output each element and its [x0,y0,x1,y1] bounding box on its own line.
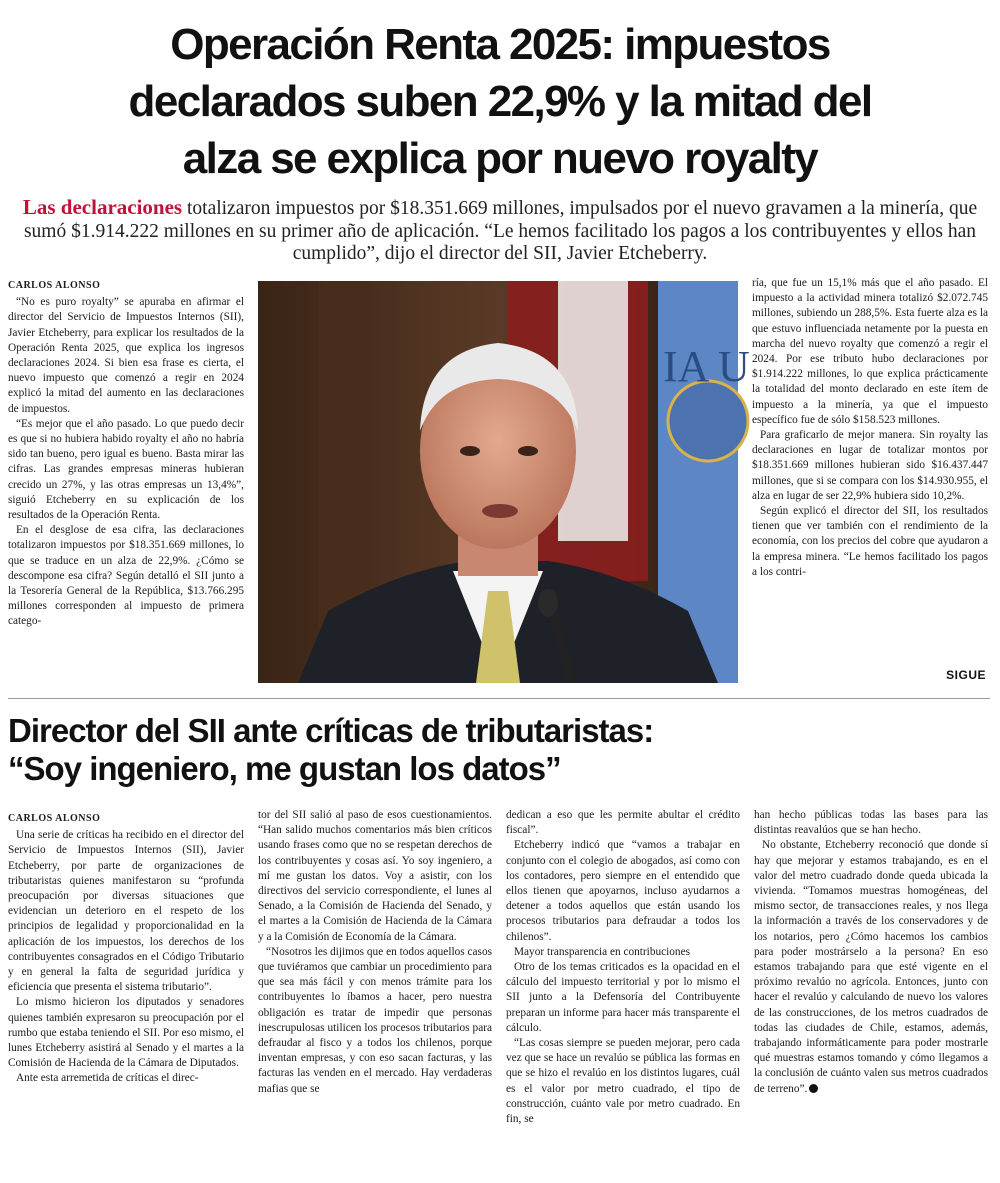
paragraph: “Es mejor que el año pasado. Lo que puedo decir es que si no hubiera habido royalty el año no habría sido tan bueno, pero igual es bueno. Basta mirar las cifras. Las grandes empresas mineras hubieran crecido un 27%, y las otras empresas un 13,4%”, siguió Etcheberry en su explicación de los resultados de la Operación Renta. [8,417,244,522]
paragraph: Otro de los temas criticados es la opacidad en el cálculo del impuesto territorial y por lo mismo el SII junto a la Defensoría del Contribuyente preparan un informe para hacer más transparente el cálculo. [506,961,740,1034]
lead-paragraph [12,196,988,266]
portrait-illustration [258,281,750,683]
section-divider [8,698,990,699]
subheading: Mayor transparencia en contribuciones [514,945,690,958]
director-photo [258,281,750,683]
paragraph: Una serie de críticas ha recibido en el director del Servicio de Impuestos Internos (SII), Javier Etcheberry, por parte de organizaciones de tributaristas quienes manifestaron su “profunda preocupación por diversas situaciones que evidencian un deterioro en el respeto de los principios de legalidad y proporcionalidad en la aplicación de los impuestos, los derechos de los contribuyentes consagrados en el Código Tributario y en general la falta de seguridad jurídica y eficiencia que presenta el sistema tributario”. [8,829,244,994]
headline-line: alza se explica por nuevo royalty [182,134,818,183]
article2-column-1 [8,811,244,1087]
paragraph-text: No obstante, Etcheberry reconoció que donde sí hay que mejorar y estamos trabajando, es en el valor del metro cuadrado donde queda ubicada la vivienda. “Tomamos muestras homogéneas, del mismo sector, de transacciones reales, y nos llega la información a través de los conservadores y de los notarios, pero ¿Cómo hacemos los cambios para poder mostrárselo a la persona? En eso estamos trabajando para que esté vigente en el próximo revalúo no agrícola. Entonces, junto con hacer el revalúo y calculando de nuevo los valores de las construcciones, de los metros cuadrados de todas las ciudades de Chile, estamos, además, trabajando informáticamente para poder mostrarle qué muestras estamos tomando y cómo llegamos a la conclusión de cuánto valen sus metros cuadrados de terreno”. [754,839,988,1095]
paragraph: “No es puro royalty” se apuraba en afirmar el director del Servicio de Impuestos Internos (SII), Javier Etcheberry, para explicar los resultados de la Operación Renta 2025, que explica los ingresos declaraciones 2024. Si bien esa frase es cierta, el nuevo impuesto que comenzó a regir en 2024 explicó la mitad del aumento en las declaraciones de impuestos. [8,296,244,415]
paragraph: han hecho públicas todas las bases para las distintas reavalúos que se han hecho. [754,809,988,837]
paragraph: Lo mismo hicieron los diputados y senadores quienes también expresaron su preocupación por el rumbo que estaba teniendo el SII. Por eso mismo, el lunes Etcheberry asistirá al Senado y el martes a la Comisión de Hacienda de la Cámara de Diputados. [8,996,244,1070]
headline-line: Operación Renta 2025: impuestos [170,20,830,69]
lead-highlight: Las declaraciones [22,195,183,219]
byline: CARLOS ALONSO [8,813,101,824]
banner-lettering: IA U [663,342,750,391]
headline-line: Director del SII ante críticas de tributaristas: [8,712,654,749]
paragraph: tor del SII salió al paso de esos cuestionamientos. “Han salido muchos comentarios más bien críticos usando frases como que no se respetan derechos de los contribuyentes y cosas así. Yo soy ingeniero, a mí me gustan los datos. Voy a asistir, con los directivos del servicio correspondiente, el lunes al Senado, a la Comisión de Hacienda del Senado, y el martes a la Comisión de Hacienda de la Cámara y a la Comisión de Economía de la Cámara. [258,809,492,943]
headline-line: “Soy ingeniero, me gustan los datos” [8,750,561,787]
main-headline [0,16,1000,187]
paragraph: Ante esta arremetida de críticas el direc- [16,1072,199,1085]
paragraph: dedican a eso que les permite abultar el crédito fiscal”. [506,809,740,837]
paragraph: “Las cosas siempre se pueden mejorar, pero cada vez que se hace un revalúo se pública las formas en que se hizo el revalúo en los distintos lugares, cuál es el valor por metro cuadrado, el tipo de construcción, cuánto vale por metro cuadrado. En fin, se [506,1037,740,1126]
second-headline [8,712,988,788]
paragraph: ría, que fue un 15,1% más que el año pasado. El impuesto a la actividad minera totalizó $2.072.745 millones, subiendo un 288,5%. Esta fuerte alza es la que estuvo influenciada netamente por la puesta en marcha del nuevo royalty que comenzó a regir el 2024. Por ese tributo hubo declaraciones por $1.914.222 millones, lo que explica prácticamente la totalidad del monto declarado en este ítem de impuesto a la minería, ya que el impuesto específico fue de sólo $158.523 millones. [752,277,988,426]
paragraph: Para graficarlo de mejor manera. Sin royalty las declaraciones en lugar de totalizar montos por $18.351.669 millones hubieran sido $16.437.447 millones, que si se compara con los $14.930.955, el alza en lugar de ser 22,9% hubiera sido 10,2%. [752,429,988,502]
byline: CARLOS ALONSO [8,280,101,291]
end-of-article-icon [809,1084,818,1093]
article2-column-4 [754,808,988,1097]
paragraph: Etcheberry indicó que “vamos a trabajar en conjunto con el colegio de abogados, así como con los contadores, pero siempre en el entendido que ellos tienen que apoyarnos, incluso ayudarnos a detener a todos aquellos que están usando los procesos tributarios para defraudar a todos los chilenos”. [506,839,740,943]
continued-label: SIGUE [946,668,986,682]
paragraph: En el desglose de esa cifra, las declaraciones totalizaron impuestos por $18.351.669 millones, lo que se traduce en un alza de 22,9%. ¿Cómo se descompone esa cifra? Según detalló el SII junto a la Tesorería General de la República, $13.766.295 millones corresponden al impuesto de primera catego- [8,524,244,628]
article1-column-1 [8,278,244,630]
paragraph: “Nosotros les dijimos que en todos aquellos casos que tuviéramos que cambiar un procedimiento para que sea más fácil y con menos trámite para los contribuyentes lo íbamos a hacer, pero nuestra obligación es tratar de impedir que personas inescrupulosas utilicen los procesos tributarios para defraudar al fisco y a todos los chilenos, porque inventan empresas, y con eso sacan facturas, y las facturas las venden en el mercado. Hay verdaderas mafias que se [258,945,492,1095]
article1-column-3 [752,276,988,580]
lead-text: totalizaron impuestos por $18.351.669 millones, impulsados por el nuevo gravamen a la minería, que sumó $1.914.222 millones en su primer año de aplicación. “Le hemos facilitado los pagos a los contribuyentes y ellos han cumplido”, dijo el director del SII, Javier Etcheberry. [23,198,978,264]
article2-column-2 [258,808,492,1097]
article2-column-3 [506,808,740,1127]
paragraph [754,838,988,1096]
paragraph: Según explicó el director del SII, los resultados tienen que ver también con el rendimiento de la economía, con los precios del cobre que ayudaron a la empresa minera. “Le hemos facilitado los pagos a los contri- [752,505,988,578]
headline-line: declarados suben 22,9% y la mitad del [128,77,872,126]
